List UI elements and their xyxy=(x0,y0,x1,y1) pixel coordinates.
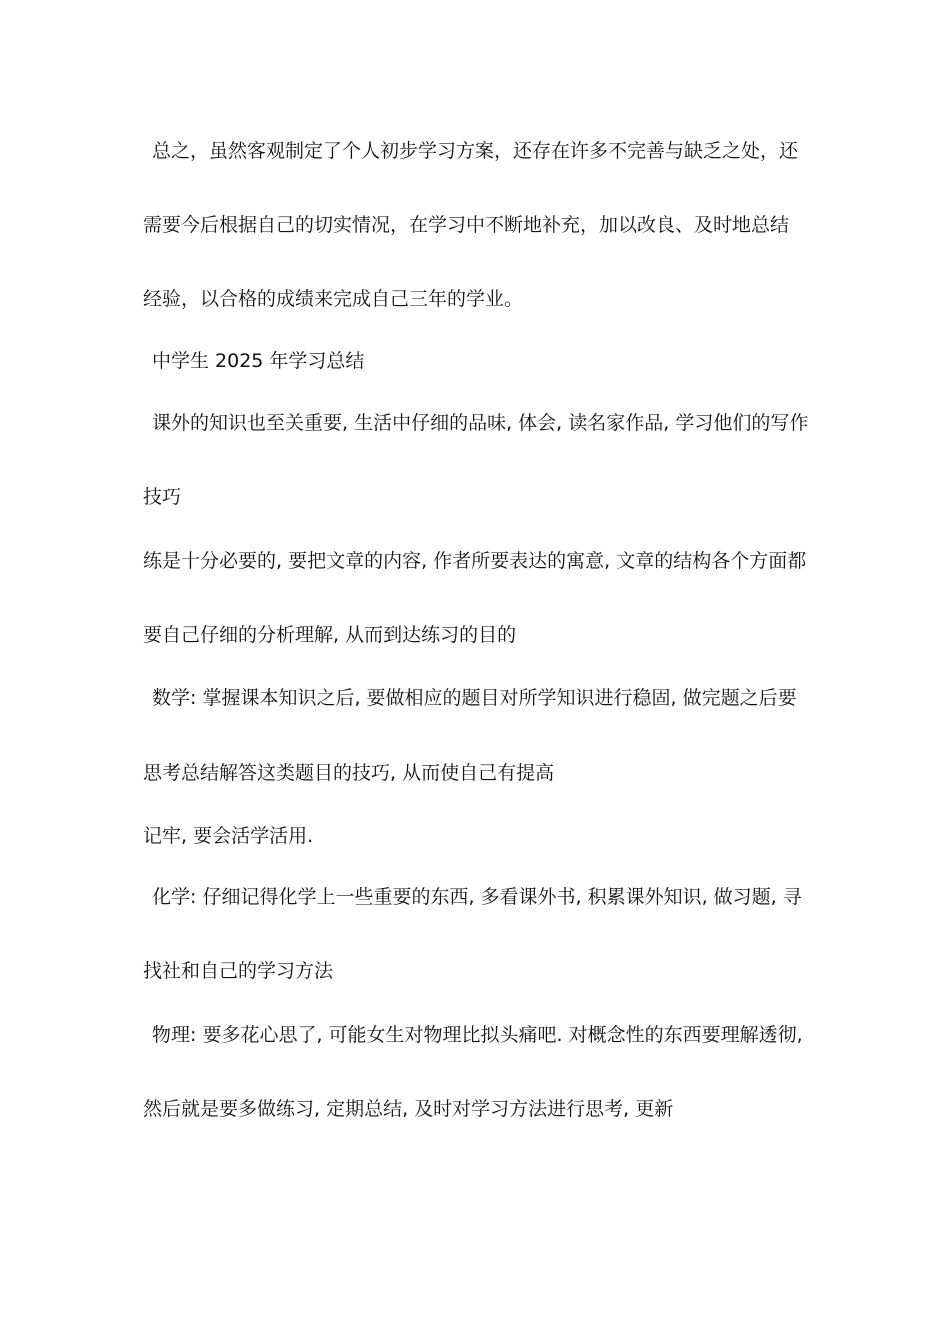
paragraph-line: 经验，以合格的成绩来完成自己三年的学业。 xyxy=(143,288,524,310)
paragraph-line: 思考总结解答这类题目的技巧, 从而使自己有提高 xyxy=(143,762,555,784)
paragraph-line: 然后就是要多做练习, 定期总结, 及时对学习方法进行思考, 更新 xyxy=(143,1098,674,1120)
section-heading: 中学生 2025 年学习总结 xyxy=(152,350,365,372)
paragraph-line: 化学: 仔细记得化学上一些重要的东西, 多看课外书, 积累课外知识, 做习题, 寻 xyxy=(152,886,802,908)
paragraph-line: 需要今后根据自己的切实情况，在学习中不断地补充，加以改良、及时地总结 xyxy=(143,214,790,236)
paragraph-line: 课外的知识也至关重要, 生活中仔细的品味, 体会, 读名家作品, 学习他们的写作 xyxy=(152,412,809,434)
paragraph-line: 记牢, 要会活学活用. xyxy=(143,825,314,847)
paragraph-line: 技巧 xyxy=(143,486,182,508)
paragraph-line: 找社和自己的学习方法 xyxy=(143,960,334,982)
paragraph-line: 物理: 要多花心思了, 可能女生对物理比拟头痛吧. 对概念性的东西要理解透彻, xyxy=(152,1024,803,1046)
paragraph-line: 总之，虽然客观制定了个人初步学习方案，还存在许多不完善与缺乏之处，还 xyxy=(152,140,799,162)
paragraph-line: 练是十分必要的, 要把文章的内容, 作者所要表达的寓意, 文章的结构各个方面都 xyxy=(143,550,807,572)
paragraph-line: 要自己仔细的分析理解, 从而到达练习的目的 xyxy=(143,624,517,646)
paragraph-line: 数学: 掌握课本知识之后, 要做相应的题目对所学知识进行稳固, 做完题之后要 xyxy=(152,687,797,709)
